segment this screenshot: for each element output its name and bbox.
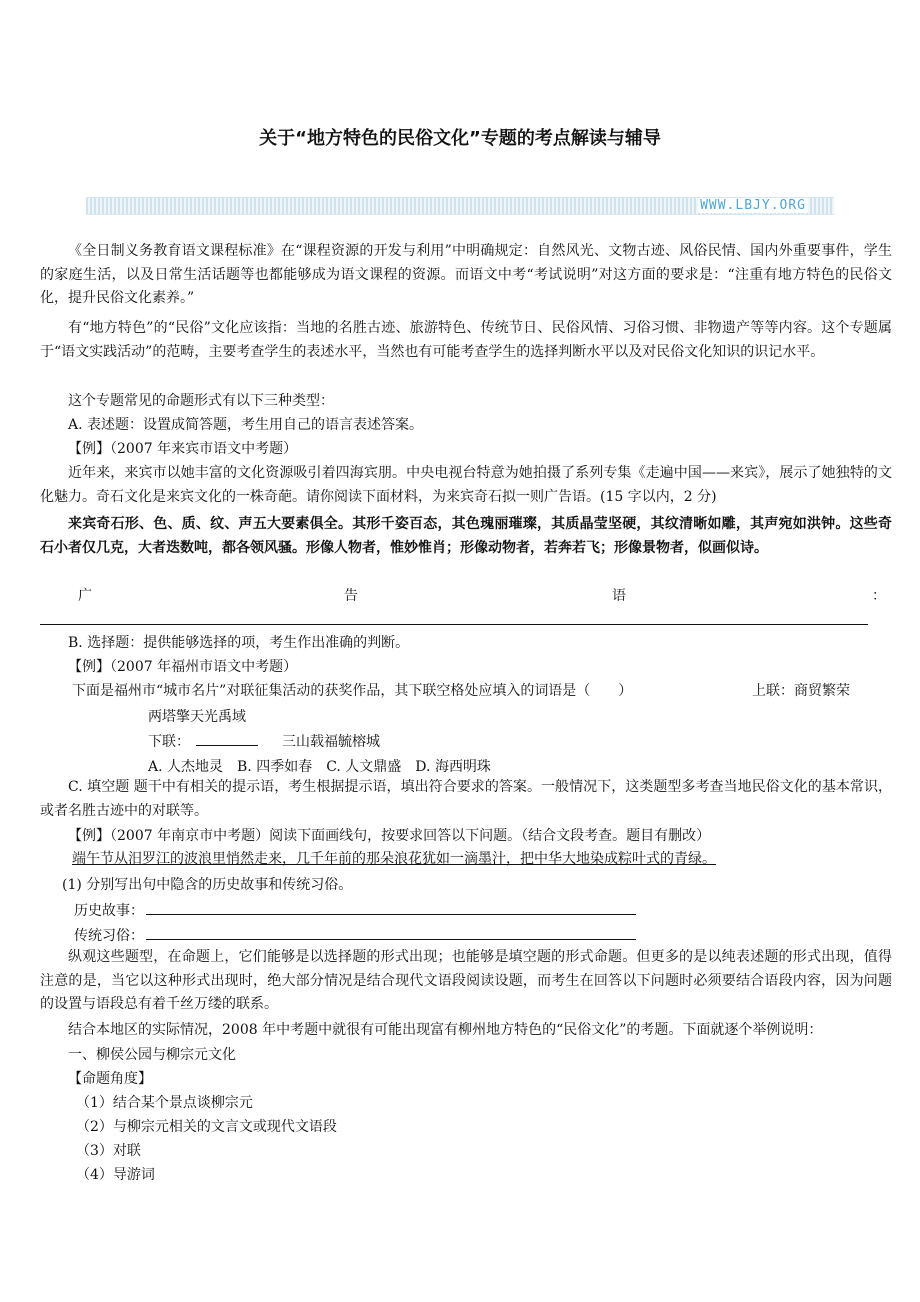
example-c-sentence: 端午节从汨罗江的波浪里悄然走来，几千年前的那朵浪花犹如一滴墨汁，把中华大地染成粽叶式的青绿。 [72,851,716,867]
angle-heading: 【命题角度】 [68,1071,152,1087]
type-b-heading: B. 选择题：提供能够选择的项，考生作出准确的判断。 [68,635,410,651]
local-paragraph: 结合本地区的实际情况，2008 年中考题中就很有可能出现富有柳州地方特色的“民俗文化”的考题。下面就逐个举例说明： [68,1022,823,1038]
type-a-heading: A. 表述题：设置成简答题，考生用自己的语言表述答案。 [68,417,424,433]
example-a-material: 来宾奇石形、色、质、纹、声五大要素俱全。其形千姿百态，其色瑰丽璀璨，其质晶莹坚硬，其纹清晰如雕，其声宛如洪钟。这些奇石小者仅几克，大者迭数吨，都各领风骚。形像人物者，惟妙惟肖；形像动物者，若奔若飞；形像景物者，似画似诗。 [40,516,892,556]
ad-char-1: 广 [78,588,92,604]
angle-item: （4）导游词 [76,1167,155,1183]
example-b-heading: 【例】（2007 年福州市语文中考题） [68,659,298,675]
couplet-options: A. 人杰地灵 B. 四季如春 C. 人文鼎盛 D. 海西明珠 [148,759,491,775]
couplet-upper-label: 上联：商贸繁荣 [752,683,850,699]
custom-answer-line[interactable] [146,939,636,940]
angle-item: （3）对联 [76,1143,141,1159]
types-intro: 这个专题常见的命题形式有以下三种类型： [68,393,334,409]
summary-paragraph: 纵观这些题型，在命题上，它们能够是以选择题的形式出现；也能够是填空题的形式命题。但更多的是以纯表述题的形式出现，值得注意的是，当它以这种形式出现时，绝大部分情况是结合现代文语段阅读设题，而考生在回答以下问题时必须要结合语段内容，因为问题的设置与语段总有着千丝万缕的联系。 [40,949,892,1012]
banner-url[interactable]: WWW.LBJY.ORG [700,198,806,213]
history-label: 历史故事： [74,903,144,919]
site-banner [86,197,834,215]
intro-paragraph: 《全日制义务教育语文课程标准》在“课程资源的开发与利用”中明确规定：自然风光、文物古迹、风俗民情、国内外重要事件，学生的家庭生活，以及日常生活话题等也都能够成为语文课程的资源。而语文中考“考试说明”对这方面的要求是：“注重有地方特色的民俗文化，提升民俗文化素养。” [40,243,892,306]
example-c-heading: 【例】（2007 年南京市中考题）阅读下面画线句，按要求回答以下问题。（结合文段考查。题目有删改） [68,828,711,844]
page-title: 关于“地方特色的民俗文化”专题的考点解读与辅导 [259,128,661,149]
type-c-heading: C. 填空题 题干中有相关的提示语，考生根据提示语，填出符合要求的答案。一般情况下，这类题型多考查当地民俗文化的基本常识，或者名胜古迹中的对联等。 [40,779,892,819]
history-answer-line[interactable] [146,914,636,915]
example-b-question: 下面是福州市“城市名片”对联征集活动的获奖作品，其下联空格处应填入的词语是（ ） [72,683,633,699]
example-c-question: (1) 分别写出句中隐含的历史故事和传统习俗。 [62,877,353,893]
custom-label: 传统习俗： [74,928,144,944]
couplet-lower-label: 下联： [148,734,190,750]
ad-colon: ： [872,588,886,604]
ad-char-3: 语 [612,588,626,604]
angle-item: （1）结合某个景点谈柳宗元 [76,1095,253,1111]
section-heading: 一、柳侯公园与柳宗元文化 [68,1047,236,1063]
angle-item: （2）与柳宗元相关的文言文或现代文语段 [76,1119,337,1135]
couplet-lower-line: 三山载福毓榕城 [282,734,380,750]
definition-paragraph: 有“地方特色”的“民俗”文化应该指：当地的名胜古迹、旅游特色、传统节日、民俗风情、习俗习惯、非物遗产等等内容。这个专题属于“语文实践活动”的范畴，主要考查学生的表述水平，当然也有可能考查学生的选择判断水平以及对民俗文化知识的识记水平。 [40,320,892,360]
couplet-blank[interactable] [196,745,258,746]
ad-char-2: 告 [344,588,358,604]
example-a-question: 近年来，来宾市以她丰富的文化资源吸引着四海宾朋。中央电视台特意为她拍摄了系列专集《走遍中国——来宾》，展示了她独特的文化魅力。奇石文化是来宾文化的一株奇葩。请你阅读下面材料，为来宾奇石拟一则广告语。(15 字以内，2 分) [40,465,892,505]
example-a-heading: 【例】（2007 年来宾市语文中考题） [68,441,298,457]
couplet-upper-line: 两塔擎天光禹域 [148,709,246,725]
ad-answer-line[interactable] [40,624,868,625]
